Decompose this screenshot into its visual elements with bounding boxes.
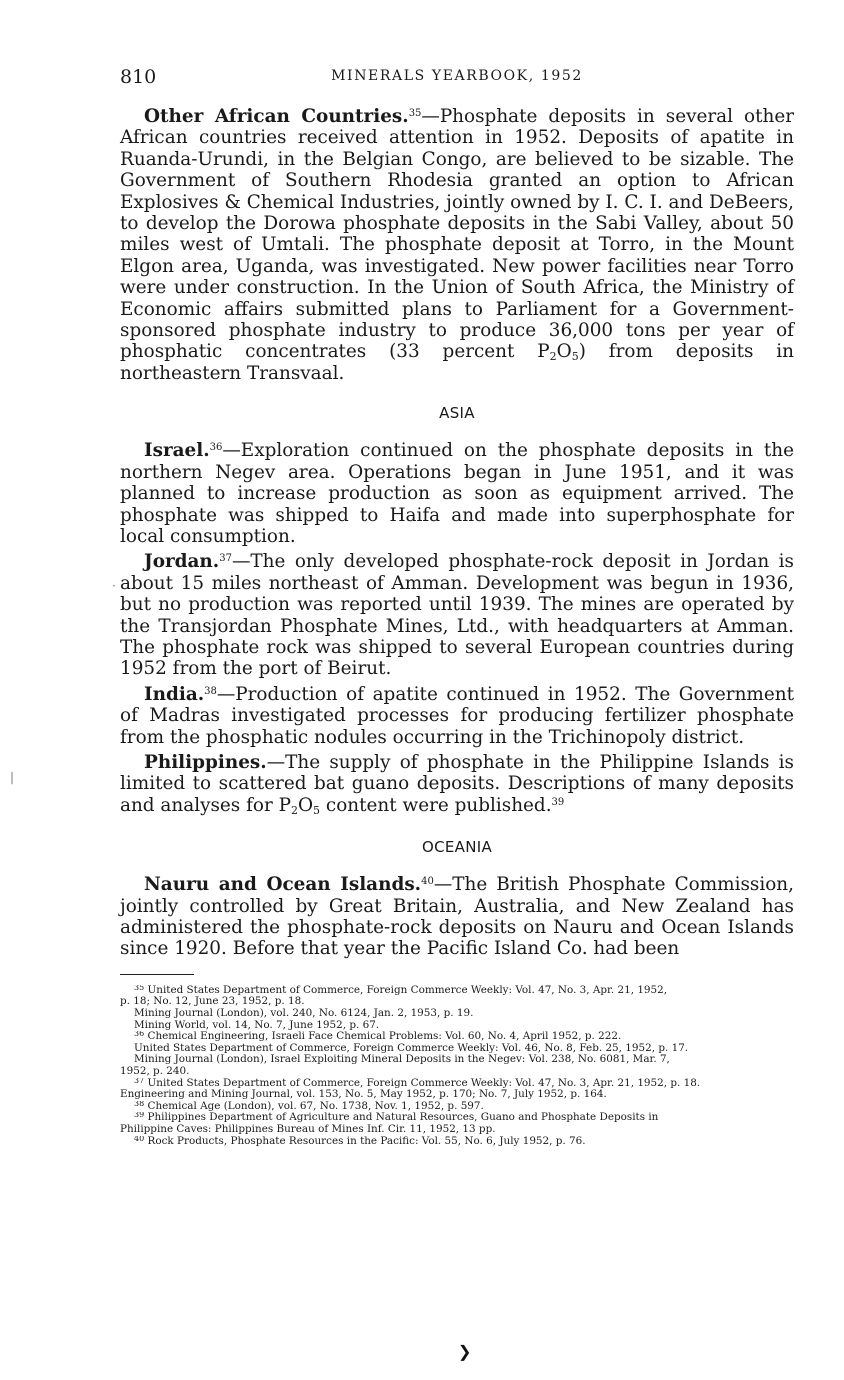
paragraph-text: —Phosphate deposits in several other African countries received attention in 1952. Deposits of apatite in Ruanda-Urundi, in the Belgian Congo, are believed to be sizable. The Government of Southern Rhodesia granted an option to African Explosives & Chemical Industries, jointly owned by I. C. I. and DeBeers, to develop the Dorowa phosphate deposits in the Sabi Valley, about 50 miles west of Umtali. The phosphate deposit at Torro, in the Mount Elgon area, Uganda, was investigated. New power facilities near Torro were under construction. In the Union of South Africa, the Ministry of Economic affairs submitted plans to Parliament for a Government-sponsored phosphate industry to produce 36,000 tons per year of phosphatic concentrates (33 percent P [120,106,794,363]
section-heading-oceania: OCEANIA [421,838,493,857]
footnote-mark: 39 [134,1112,145,1120]
footnote-line [120,1054,794,1066]
footnote-line [120,1043,794,1055]
scan-mark: · [112,579,116,593]
footnote-line [120,985,794,997]
footnote-text: United States Department of Commerce, Foreign Commerce Weekly: Vol. 47, No. 3, Apr. 21, 1952, p. 18. [147,1077,701,1089]
paragraph-lead: Jordan. [144,551,220,573]
footnote-line [120,996,794,1008]
footnote-mark: 36 [134,1031,145,1039]
footnote-ref: 40 [421,876,434,888]
footnote-line [120,1136,794,1148]
running-head: MINERALS YEARBOOK, 1952 [331,68,583,84]
paragraph-jordan [120,551,794,679]
paragraph-text: —Exploration continued on the phosphate deposits in the northern Negev area. Operations began in June 1951, and it was planned to increase production as soon as equipment arrived. The phosphate was shipped to Haifa and made into superphosphate for local consumption. [120,440,794,547]
subscript: 2 [290,803,298,817]
paragraph-india [120,684,794,748]
footnote-ref: 37 [219,553,232,565]
footnote-text: Philippine Caves: Philippines Bureau of Mines Inf. Cir. 11, 1952, 13 pp. [120,1123,496,1135]
paragraph-lead: Nauru and Ocean Islands. [144,874,422,896]
footnote-text: Engineering and Mining Journal, vol. 153, No. 5, May 1952, p. 170; No. 7, July 1952, p. 164. [120,1089,607,1101]
paragraph-other-african-countries [120,106,794,384]
footnote-line [120,1031,794,1043]
footnote-text: Mining World, vol. 14, No. 7, June 1952, p. 67. [134,1019,380,1031]
paragraph-nauru [120,874,794,960]
paragraph-lead: Other African Countries. [144,106,409,127]
footnote-mark: 37 [134,1077,145,1085]
footnote-text: Mining Journal (London), vol. 240, No. 6124, Jan. 2, 1953, p. 19. [134,1008,474,1019]
ink-blot-mark: ❯ [458,1342,472,1361]
subscript: 5 [571,350,579,364]
footnote-rule [120,974,194,975]
footnote-line [120,1020,794,1032]
footnote-text: Philippines Department of Agriculture and Natural Resources, Guano and Phosphate Deposits in [147,1112,659,1124]
footnotes [120,985,794,1147]
footnote-line [120,1124,794,1136]
footnote-text: Rock Products, Phosphate Resources in the Pacific: Vol. 55, No. 6, July 1952, p. 76. [147,1135,586,1147]
paragraph-text: —The only developed phosphate-rock deposit in Jordan is about 15 miles northeast of Amman. Development was begun in 1936, but no production was reported until 1939. The mines are operated by the Transjordan Phosphate Mines, Ltd., with headquarters at Amman. The phosphate rock was shipped to several European countries during 1952 from the port of Beirut. [120,551,794,680]
page-body [120,64,794,1147]
footnote-text: Mining Journal (London), Israel Exploiting Mineral Deposits in the Negev: Vol. 238, No. 6081, Mar. 7, [134,1054,670,1066]
footnote-text: Chemical Engineering, Israeli Face Chemical Problems: Vol. 60, No. 4, April 1952, p. 222. [147,1031,622,1043]
paragraph-lead: Philippines. [144,751,267,773]
paragraph-text: —Production of apatite continued in 1952. The Government of Madras investigated processes for producing fertilizer phosphate from the phosphatic nodules occurring in the Trichinopoly district. [120,683,794,748]
footnote-text: Chemical Age (London), vol. 67, No. 1738, Nov. 1, 1952, p. 597. [147,1100,484,1112]
footnote-line [120,1078,794,1090]
footnote-text: United States Department of Commerce, Foreign Commerce Weekly: Vol. 46, No. 8, Feb. 25, 1952, p. 17. [134,1042,689,1054]
footnote-mark: 38 [134,1100,145,1108]
footnote-ref: 36 [209,442,223,454]
paragraph-text: —The supply of phosphate in the Philippine Islands is limited to scattered bat guano deposits. Descriptions of many deposits and analyses for P [120,751,794,816]
paragraph-text-tail: content were published. [320,794,552,816]
footnote-line [120,1089,794,1101]
paragraph-lead: India. [144,683,205,705]
footnote-text: 1952, p. 240. [120,1065,190,1077]
footnote-ref: 35 [408,108,422,119]
paragraph-lead: Israel. [144,440,210,462]
footnote-ref: 39 [551,796,565,808]
paragraph-text-tail: ) from deposits in northeastern Transvaal. [120,341,794,384]
page-header [120,64,794,92]
paragraph-israel [120,440,794,547]
paragraph-text: —The British Phosphate Commission, jointly controlled by Great Britain, Australia, and New Zealand has administered the phosphate-rock deposits on Nauru and Ocean Islands since 1920. Before that year the Pacific Island Co. had been [120,874,794,960]
formula-part: O [297,794,314,816]
scan-mark: | [10,770,15,784]
footnote-text: p. 18; No. 12, June 23, 1952, p. 18. [120,996,305,1008]
footnote-mark: 40 [134,1135,145,1143]
footnote-line [120,1008,794,1020]
footnote-line [120,1066,794,1078]
formula-part: O [556,341,572,363]
paragraph-philippines [120,752,794,816]
subscript: 5 [313,803,321,817]
footnote-mark: 35 [134,984,145,992]
footnote-line [120,1101,794,1113]
footnote-line [120,1112,794,1124]
page-number: 810 [120,66,157,88]
subscript: 2 [549,350,557,364]
footnote-ref: 38 [204,685,217,697]
section-heading-asia: ASIA [439,404,475,423]
footnote-text: United States Department of Commerce, Foreign Commerce Weekly: Vol. 47, No. 3, Apr. 21, 1952, [147,984,668,996]
